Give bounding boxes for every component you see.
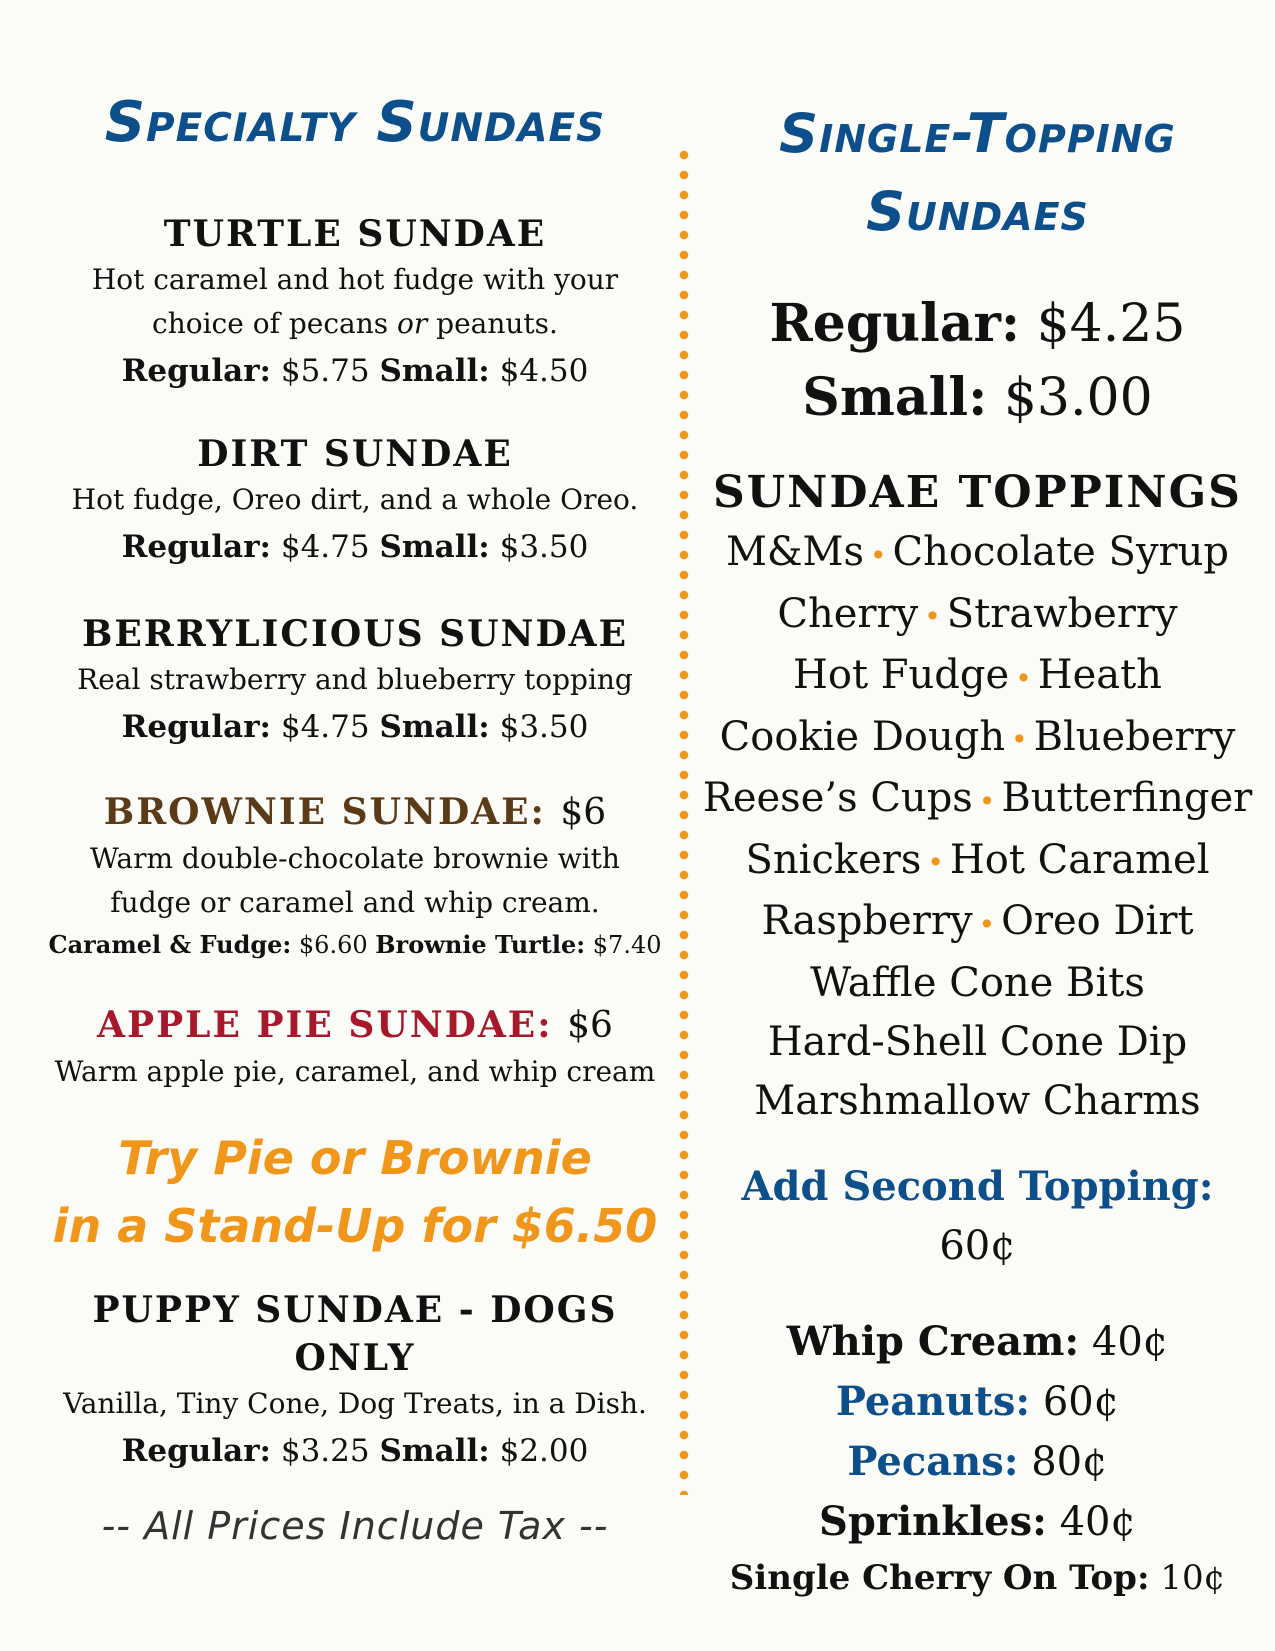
topping-item: Marshmallow Charms — [754, 1077, 1201, 1124]
item-description: Warm apple pie, caramel, and whip cream — [54, 1055, 656, 1088]
item-name: DIRT SUNDAE — [197, 433, 513, 475]
price-label: Regular: — [121, 709, 271, 745]
price-value: $7.40 — [592, 931, 662, 959]
single-topping-column — [700, 0, 1255, 1604]
price-value: $6.60 — [298, 931, 368, 959]
topping-row — [700, 831, 1255, 893]
desc-line: Warm double-chocolate brownie with — [90, 842, 620, 875]
topping-item: Raspberry — [761, 898, 973, 944]
topping-item: M&Ms — [725, 529, 864, 575]
addon-value: 40¢ — [1059, 1498, 1136, 1545]
desc-line: Hot caramel and hot fudge with your — [91, 263, 619, 296]
price-label: Regular: — [769, 293, 1021, 354]
addon-label: Add Second Topping: — [741, 1162, 1214, 1210]
price-label: Regular: — [121, 529, 271, 565]
addon-value: 80¢ — [1031, 1438, 1108, 1485]
promo-line: Try Pie or Brownie — [118, 1131, 592, 1185]
bullet-icon: • — [927, 846, 944, 879]
second-topping-price — [700, 1157, 1255, 1276]
addon-value: 60¢ — [1042, 1378, 1120, 1425]
price-value: $3.50 — [499, 709, 589, 745]
specialty-sundaes-column — [40, 0, 670, 1548]
bullet-icon: • — [1011, 723, 1028, 756]
topping-item: Heath — [1037, 652, 1162, 698]
apple-pie-sundae — [40, 1001, 670, 1094]
item-description: Vanilla, Tiny Cone, Dog Treats, in a Dish. — [63, 1387, 647, 1420]
item-description: Real strawberry and blueberry topping — [77, 663, 633, 696]
price-label: Small: — [802, 367, 988, 428]
addon-line — [700, 1432, 1255, 1492]
topping-row — [700, 585, 1255, 647]
berrylicious-sundae — [40, 610, 670, 752]
topping-row — [700, 892, 1255, 954]
price-value: $4.75 — [280, 709, 370, 745]
price-value: $5.75 — [280, 353, 370, 389]
addon-label: Peanuts: — [835, 1377, 1031, 1425]
item-name: BROWNIE SUNDAE: — [103, 791, 546, 833]
item-name-line — [40, 788, 670, 837]
price-line — [40, 522, 670, 572]
topping-item: Reese’s Cups — [702, 775, 973, 821]
addon-label: Single Cherry On Top: — [729, 1557, 1150, 1598]
item-description: Hot fudge, Oreo dirt, and a whole Oreo. — [71, 483, 639, 516]
item-name: PUPPY SUNDAE - DOGS ONLY — [92, 1289, 618, 1379]
price-value: $4.25 — [1036, 294, 1186, 354]
item-name-line — [40, 1001, 670, 1050]
topping-item: Hot Caramel — [949, 836, 1210, 883]
title-line: Single-Topping — [779, 102, 1176, 165]
addon-value: 10¢ — [1160, 1557, 1226, 1598]
addon-value: 60¢ — [939, 1222, 1016, 1269]
price-value: $4.50 — [499, 353, 589, 389]
topping-row — [700, 523, 1255, 585]
item-description — [40, 837, 670, 925]
topping-row — [700, 1072, 1255, 1131]
price-value: $3.00 — [1003, 368, 1153, 428]
addon-value: 40¢ — [1091, 1318, 1169, 1365]
topping-item: Oreo Dirt — [1001, 898, 1194, 944]
price-line — [40, 346, 670, 396]
topping-item: Hot Fudge — [793, 652, 1010, 698]
price-line — [40, 702, 670, 752]
price-label: Brownie Turtle: — [375, 930, 586, 959]
addon-line — [700, 1312, 1255, 1372]
addon-line — [700, 1372, 1255, 1432]
toppings-title: SUNDAE TOPPINGS — [713, 467, 1242, 518]
desc-emphasis: or — [397, 307, 428, 340]
topping-item: Strawberry — [946, 590, 1178, 637]
addons-list — [700, 1312, 1255, 1552]
tax-footer: -- All Prices Include Tax -- — [101, 1504, 609, 1548]
topping-item: Blueberry — [1033, 713, 1236, 760]
price-value: $3.50 — [499, 529, 589, 565]
bullet-icon: • — [870, 538, 887, 572]
price-label: Regular: — [121, 353, 271, 389]
item-name: BERRYLICIOUS SUNDAE — [81, 613, 629, 655]
cherry-addon — [700, 1552, 1255, 1604]
small-price — [700, 361, 1255, 435]
price-label: Caramel & Fudge: — [48, 930, 292, 959]
toppings-list — [700, 523, 1255, 1131]
bullet-icon: • — [1015, 661, 1032, 695]
topping-item: Waffle Cone Bits — [810, 959, 1145, 1006]
topping-item: Snickers — [745, 836, 922, 883]
topping-item: Cookie Dough — [719, 713, 1006, 760]
topping-row — [700, 1013, 1255, 1072]
topping-row — [700, 708, 1255, 770]
price-label: Small: — [379, 709, 490, 745]
puppy-sundae — [40, 1286, 670, 1476]
topping-item: Cherry — [777, 590, 919, 637]
price-line — [40, 1426, 670, 1476]
dirt-sundae — [40, 430, 670, 572]
desc-line: choice of pecans — [152, 307, 398, 340]
stand-up-promo — [40, 1124, 670, 1260]
turtle-sundae — [40, 210, 670, 396]
title-line: Sundaes — [866, 180, 1089, 243]
addon-label: Sprinkles: — [819, 1497, 1047, 1545]
desc-line: fudge or caramel and whip cream. — [110, 886, 600, 919]
topping-row — [700, 646, 1255, 708]
price-value: $3.25 — [280, 1433, 370, 1469]
bullet-icon: • — [924, 600, 941, 633]
addon-line — [700, 1492, 1255, 1552]
addon-label: Whip Cream: — [786, 1317, 1080, 1365]
specialty-sundaes-title: Specialty Sundaes — [104, 90, 606, 155]
topping-row — [700, 954, 1255, 1013]
regular-price — [700, 287, 1255, 361]
dotted-divider — [679, 145, 689, 1495]
bullet-icon: • — [978, 784, 996, 818]
price-label: Small: — [379, 529, 490, 565]
brownie-sundae — [40, 788, 670, 965]
addon-label: Pecans: — [847, 1437, 1019, 1485]
price-value: $2.00 — [499, 1433, 589, 1469]
item-name: TURTLE SUNDAE — [163, 213, 547, 255]
price-value: $4.75 — [280, 529, 370, 565]
item-price: $6 — [560, 792, 607, 833]
price-label: Small: — [379, 353, 490, 389]
promo-line: in a Stand-Up for $6.50 — [52, 1199, 658, 1253]
price-label: Small: — [379, 1433, 490, 1469]
desc-line: peanuts. — [427, 307, 558, 340]
item-price: $6 — [567, 1005, 613, 1046]
topping-item: Butterfinger — [1001, 775, 1253, 821]
topping-row — [700, 769, 1255, 831]
bullet-icon: • — [978, 907, 996, 941]
topping-item: Chocolate Syrup — [892, 529, 1230, 575]
single-topping-title — [700, 95, 1255, 251]
item-description — [40, 258, 670, 346]
topping-item: Hard-Shell Cone Dip — [767, 1018, 1188, 1065]
item-name: APPLE PIE SUNDAE: — [97, 1004, 553, 1046]
price-label: Regular: — [121, 1433, 271, 1469]
price-line — [40, 925, 670, 965]
